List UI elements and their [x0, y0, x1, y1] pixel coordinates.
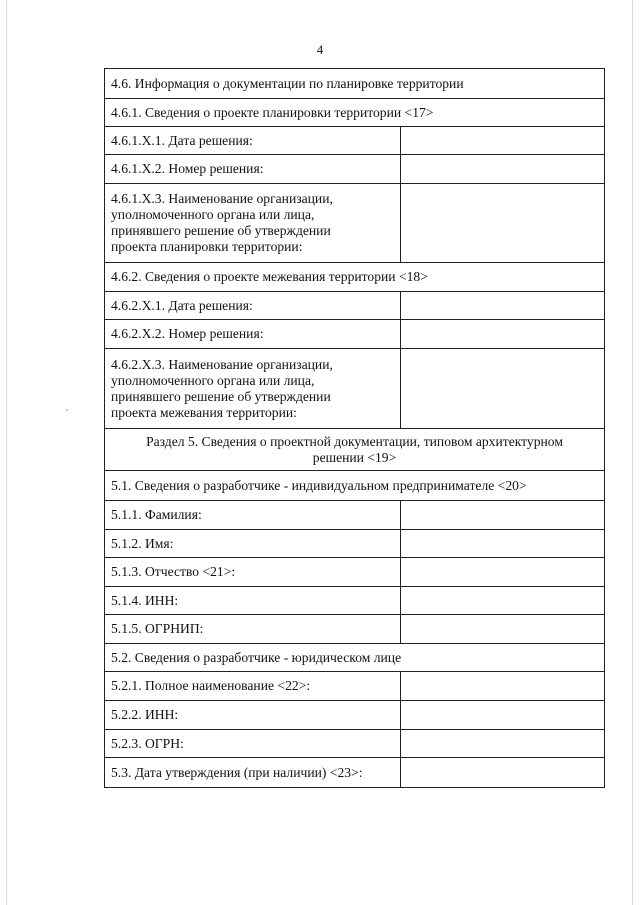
field-label: 5.1.3. Отчество <21>:: [105, 558, 401, 587]
field-label: 5.1.2. Имя:: [105, 530, 401, 558]
field-value[interactable]: [401, 127, 605, 155]
section-row-5-1: [105, 471, 605, 501]
field-value[interactable]: [401, 155, 605, 184]
field-value[interactable]: [401, 587, 605, 615]
field-value[interactable]: [401, 758, 605, 788]
form-table: [104, 68, 605, 788]
field-label: 5.2.1. Полное наименование <22>:: [105, 672, 401, 701]
field-row: [105, 758, 605, 788]
field-value[interactable]: [401, 320, 605, 349]
field-row: [105, 349, 605, 429]
section-row-4-6: [105, 69, 605, 99]
field-row: [105, 501, 605, 530]
field-value[interactable]: [401, 530, 605, 558]
field-value[interactable]: [401, 501, 605, 530]
field-value[interactable]: [401, 184, 605, 263]
subsection-heading: 4.6.2. Сведения о проекте межевания территории <18>: [105, 263, 605, 292]
scan-speck: [66, 409, 68, 411]
field-value[interactable]: [401, 292, 605, 320]
field-row: [105, 730, 605, 758]
section-row-4-6-1: [105, 99, 605, 127]
field-label: 4.6.1.Х.2. Номер решения:: [105, 155, 401, 184]
field-label: 5.1.5. ОГРНИП:: [105, 615, 401, 644]
field-row: [105, 184, 605, 263]
field-value[interactable]: [401, 349, 605, 429]
field-row: [105, 292, 605, 320]
field-row: [105, 587, 605, 615]
scan-edge-left: [6, 0, 7, 905]
field-row: [105, 127, 605, 155]
subsection-heading: 5.2. Сведения о разработчике - юридическом лице: [105, 644, 605, 672]
subsection-heading: 5.1. Сведения о разработчике - индивидуальном предпринимателе <20>: [105, 471, 605, 501]
subsection-heading: 4.6.1. Сведения о проекте планировки территории <17>: [105, 99, 605, 127]
section-row-5-2: [105, 644, 605, 672]
field-value[interactable]: [401, 672, 605, 701]
section-row-4-6-2: [105, 263, 605, 292]
field-row: [105, 320, 605, 349]
field-label: 5.2.3. ОГРН:: [105, 730, 401, 758]
field-row: [105, 701, 605, 730]
field-value[interactable]: [401, 730, 605, 758]
field-label: 5.3. Дата утверждения (при наличии) <23>:: [105, 758, 401, 788]
field-label: 5.1.4. ИНН:: [105, 587, 401, 615]
field-row: [105, 530, 605, 558]
page-number: 4: [316, 42, 324, 57]
section-heading: 4.6. Информация о документации по планировке территории: [105, 69, 605, 99]
section-title: Раздел 5. Сведения о проектной документации, типовом архитектурном решении <19>: [105, 429, 605, 471]
field-row: [105, 558, 605, 587]
scan-edge-right: [632, 0, 633, 905]
section-row-razdel-5: [105, 429, 605, 471]
field-row: [105, 615, 605, 644]
field-label: 5.1.1. Фамилия:: [105, 501, 401, 530]
field-label: 4.6.2.Х.3. Наименование организации, уполномоченного органа или лица, принявшего решение об утверждении проекта межевания территории:: [105, 349, 401, 429]
field-row: [105, 672, 605, 701]
field-row: [105, 155, 605, 184]
field-label: 4.6.1.Х.1. Дата решения:: [105, 127, 401, 155]
field-value[interactable]: [401, 558, 605, 587]
field-value[interactable]: [401, 615, 605, 644]
field-label: 4.6.2.Х.2. Номер решения:: [105, 320, 401, 349]
field-label: 4.6.2.Х.1. Дата решения:: [105, 292, 401, 320]
field-label: 4.6.1.Х.3. Наименование организации, уполномоченного органа или лица, принявшего решение об утверждении проекта планировки территории:: [105, 184, 401, 263]
field-value[interactable]: [401, 701, 605, 730]
field-label: 5.2.2. ИНН:: [105, 701, 401, 730]
